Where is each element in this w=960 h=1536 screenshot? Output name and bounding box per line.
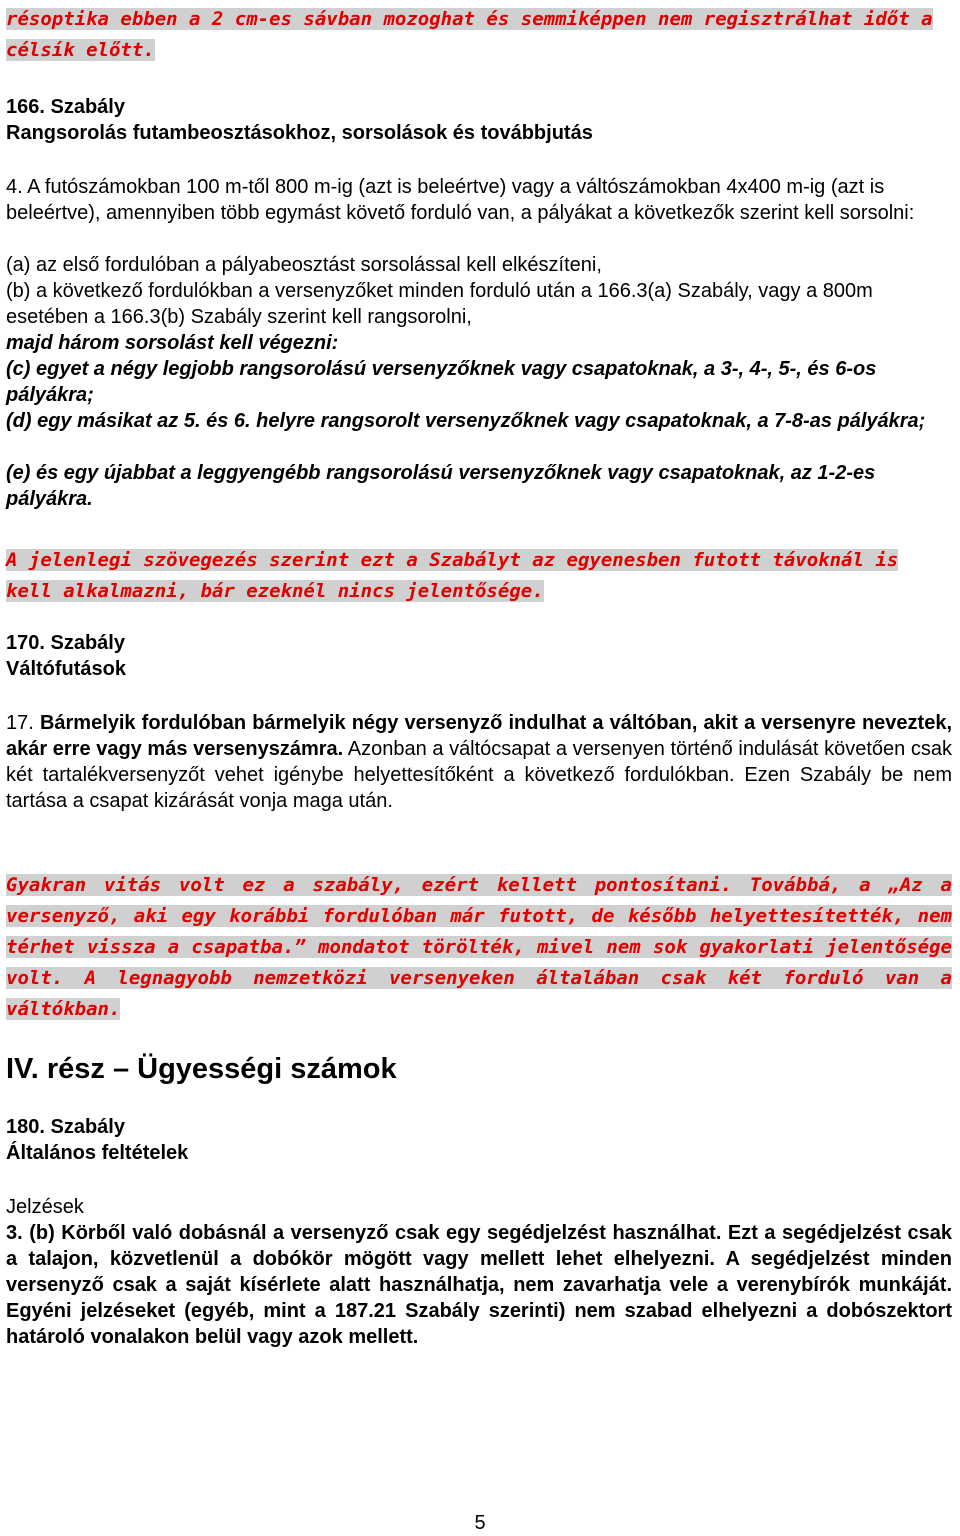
rule-166-item-b-bold: majd három sorsolást kell végezni: — [6, 332, 339, 354]
rule-166-item-e: (e) és egy újabbat a leggyengébb rangsorolású versenyzőknek vagy csapatoknak, az 1-2-es pályákra. — [6, 462, 876, 510]
rule-166-item-d: (d) egy másikat az 5. és 6. helyre rangsorolt versenyzőknek vagy csapatoknak, a 7-8-as pályákra; — [6, 410, 926, 432]
rule-170-paragraph-17: 17. Bármelyik fordulóban bármelyik négy versenyző indulhat a váltóban, akit a versenyre neveztek, akár erre vagy más versenyszámra. Azonban a váltócsapat a versenyen történő indulását követően csak két tartalékversenyzőt vehet igénybe helyettesítőként a következő fordulókban. Ezen Szabály be nem tartása a csapat kizárását vonja maga után. — [6, 712, 953, 812]
rule-180-paragraph-3: 3. (b) Körből való dobásnál a versenyző csak egy segédjelzést használhat. Ezt a segédjelzést csak a talajon, közvetlenül a dobókör mögött vagy mellett lehet elhelyezni. A segédjelzést minden versenyző csak a saját kísérlete alatt használhatja, nem zavarhatja vele a verenybírók munkáját. Egyéni jelzéseket (egyéb, mint a 187.21 Szabály szerinti) nem szabad elhelyezni a dobószektort határoló vonalakon belül vagy azok mellett. — [6, 1222, 952, 1348]
rule-166-paragraph-4: 4. A futószámokban 100 m-től 800 m-ig (azt is beleértve) vagy a váltószámokban 4x400 m-ig (azt is beleértve), amennyiben több egymást követő forduló van, a pályákat a következők szerint kell sorsolni: — [6, 176, 915, 224]
rule-166-item-b: (b) a következő fordulókban a versenyzőket minden forduló után a 166.3(a) Szabály, vagy a 800m esetében a 166.3(b) Szabály szerint kell rangsorolni, — [6, 280, 873, 328]
part-4-heading: IV. rész – Ügyességi számok — [6, 1053, 397, 1085]
rule-166-number: 166. Szabály — [6, 96, 125, 118]
rule-166-note: A jelenlegi szövegezés szerint ezt a Szabályt az egyenesben futott távoknál is kell alkalmazni, bár ezeknél nincs jelentősége. — [6, 549, 899, 602]
rule-166-item-a: (a) az első fordulóban a pályabeosztást sorsolással kell elkészíteni, — [6, 254, 602, 276]
rule-180-number: 180. Szabály — [6, 1116, 125, 1138]
rule-166-item-c: (c) egyet a négy legjobb rangsorolású versenyzőknek vagy csapatoknak, a 3-, 4-, 5-, és 6-os pályákra; — [6, 358, 877, 406]
rule-170-title: Váltófutások — [6, 658, 127, 680]
page-number: 5 — [474, 1512, 486, 1534]
rule-166-title: Rangsorolás futambeosztásokhoz, sorsolások és továbbjutás — [6, 122, 593, 144]
rule-180-title: Általános feltételek — [6, 1142, 189, 1164]
intro-note: résoptika ebben a 2 cm-es sávban mozoghat és semmiképpen nem regisztrálhat időt a célsík előtt. — [6, 8, 933, 61]
rule-180-subhead: Jelzések — [6, 1196, 84, 1218]
rule-170-note: Gyakran vitás volt ez a szabály, ezért kellett pontosítani. Továbbá, a „Az a versenyző, aki egy korábbi fordulóban már futott, de később helyettesítették, nem térhet vissza a csapatba.” mondatot törölték, mivel nem sok gyakorlati jelentősége volt. A legnagyobb nemzetközi versenyeken általában csak két forduló van a váltókban. — [6, 874, 952, 1020]
rule-170-number: 170. Szabály — [6, 632, 125, 654]
